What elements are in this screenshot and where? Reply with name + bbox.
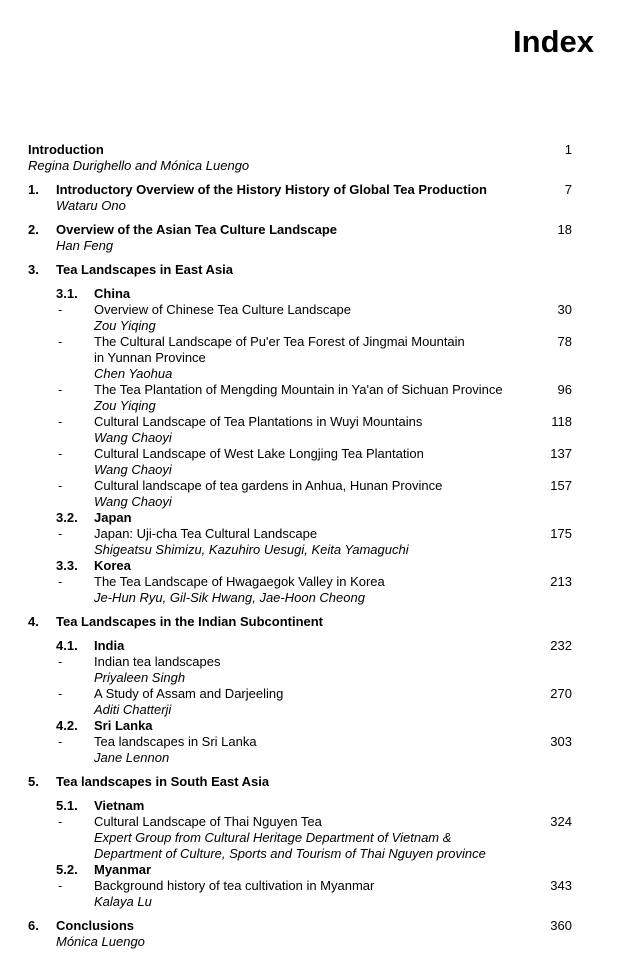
entry-authors: Zou Yiqing xyxy=(94,398,156,413)
entry-authors: Wang Chaoyi xyxy=(94,430,172,445)
chapter-title: Conclusions xyxy=(56,918,135,933)
entry-title: Cultural landscape of tea gardens in Anhua, Hunan Province xyxy=(94,478,443,493)
entry-title-line xyxy=(0,382,620,398)
list-bullet: - xyxy=(58,878,63,893)
section-heading xyxy=(0,286,620,302)
list-bullet: - xyxy=(58,302,63,317)
page-number: 1 xyxy=(564,142,572,157)
entry-authors-line xyxy=(0,462,620,478)
entry-authors: Expert Group from Cultural Heritage Department of Vietnam & xyxy=(94,830,452,845)
entry-authors-line xyxy=(0,830,620,846)
chapter-title: Tea Landscapes in the Indian Subcontinent xyxy=(56,614,324,629)
entry-authors-cont-line xyxy=(0,846,620,862)
chapter-heading xyxy=(0,262,620,278)
chapter-number: 4. xyxy=(28,614,39,629)
page-number: 137 xyxy=(550,446,572,461)
chapter-authors-line xyxy=(0,198,620,214)
entry-title: Background history of tea cultivation in Myanmar xyxy=(94,878,375,893)
entry-title-line xyxy=(0,686,620,702)
entry-title-line xyxy=(0,302,620,318)
section-heading xyxy=(0,862,620,878)
entry-authors: Aditi Chatterji xyxy=(94,702,172,717)
intro-title: Introduction xyxy=(28,142,104,157)
chapter-heading xyxy=(0,918,620,934)
chapter-authors: Han Feng xyxy=(56,238,114,253)
entry-authors-line xyxy=(0,750,620,766)
page-number: 324 xyxy=(550,814,572,829)
section-number: 3.3. xyxy=(56,558,78,573)
entry-authors-line xyxy=(0,398,620,414)
list-bullet: - xyxy=(58,446,63,461)
entry-authors-line xyxy=(0,670,620,686)
list-bullet: - xyxy=(58,654,63,669)
entry-title-line xyxy=(0,526,620,542)
page-number: 360 xyxy=(550,918,572,933)
entry-title: Cultural Landscape of Thai Nguyen Tea xyxy=(94,814,322,829)
entry-authors: Je-Hun Ryu, Gil-Sik Hwang, Jae-Hoon Cheong xyxy=(94,590,365,605)
entry-title: The Cultural Landscape of Pu'er Tea Forest of Jingmai Mountain xyxy=(94,334,465,349)
page-number: 7 xyxy=(564,182,572,197)
intro-authors-line xyxy=(0,158,620,174)
entry-authors-line xyxy=(0,494,620,510)
entry-authors: Wang Chaoyi xyxy=(94,494,172,509)
intro-authors: Regina Durighello and Mónica Luengo xyxy=(28,158,250,173)
entry-authors: Chen Yaohua xyxy=(94,366,173,381)
entry-title-line xyxy=(0,478,620,494)
page-number: 118 xyxy=(551,414,572,429)
chapter-number: 1. xyxy=(28,182,39,197)
chapter-title: Tea Landscapes in East Asia xyxy=(56,262,234,277)
entry-title-line xyxy=(0,654,620,670)
page-number: 96 xyxy=(557,382,572,397)
section-title: Myanmar xyxy=(94,862,152,877)
entry-title-line xyxy=(0,446,620,462)
list-bullet: - xyxy=(58,478,63,493)
entry-authors-line xyxy=(0,702,620,718)
page-number: 232 xyxy=(550,638,572,653)
section-number: 5.2. xyxy=(56,862,78,877)
section-title: Korea xyxy=(94,558,131,573)
page-number: 30 xyxy=(557,302,572,317)
entry-authors: Kalaya Lu xyxy=(94,894,152,909)
section-title: Sri Lanka xyxy=(94,718,153,733)
entry-title-line xyxy=(0,878,620,894)
entry-authors-line xyxy=(0,894,620,910)
entry-title-line xyxy=(0,574,620,590)
entry-authors: Jane Lennon xyxy=(94,750,170,765)
chapter-number: 2. xyxy=(28,222,39,237)
chapter-heading xyxy=(0,182,620,198)
section-heading xyxy=(0,558,620,574)
section-heading xyxy=(0,638,620,654)
page-number: 175 xyxy=(550,526,572,541)
section-number: 5.1. xyxy=(56,798,78,813)
entry-title: Indian tea landscapes xyxy=(94,654,221,669)
list-bullet: - xyxy=(58,382,63,397)
list-bullet: - xyxy=(58,574,63,589)
chapter-authors: Wataru Ono xyxy=(56,198,126,213)
entry-title-line xyxy=(0,334,620,350)
entry-title-line xyxy=(0,814,620,830)
entry-title: The Tea Plantation of Mengding Mountain in Ya'an of Sichuan Province xyxy=(94,382,503,397)
chapter-number: 6. xyxy=(28,918,39,933)
entry-title: A Study of Assam and Darjeeling xyxy=(94,686,284,701)
entry-authors-line xyxy=(0,590,620,606)
entry-title: Overview of Chinese Tea Culture Landscape xyxy=(94,302,352,317)
entry-authors-line xyxy=(0,430,620,446)
entry-authors-line xyxy=(0,366,620,382)
entry-authors-line xyxy=(0,318,620,334)
section-heading xyxy=(0,798,620,814)
section-heading xyxy=(0,718,620,734)
list-bullet: - xyxy=(58,734,63,749)
chapter-title: Tea landscapes in South East Asia xyxy=(56,774,270,789)
entry-title: Japan: Uji-cha Tea Cultural Landscape xyxy=(94,526,318,541)
chapter-title: Introductory Overview of the History History of Global Tea Production xyxy=(56,182,487,197)
page-number: 270 xyxy=(550,686,572,701)
list-bullet: - xyxy=(58,526,63,541)
section-title: China xyxy=(94,286,131,301)
chapter-authors-line xyxy=(0,934,620,950)
page-number: 18 xyxy=(557,222,572,237)
page-title: Index xyxy=(513,24,594,59)
list-bullet: - xyxy=(58,334,63,349)
section-heading xyxy=(0,510,620,526)
entry-authors: Priyaleen Singh xyxy=(94,670,186,685)
page-number: 213 xyxy=(550,574,572,589)
chapter-authors-line xyxy=(0,238,620,254)
section-title: Japan xyxy=(94,510,132,525)
entry-authors: Wang Chaoyi xyxy=(94,462,172,477)
list-bullet: - xyxy=(58,686,63,701)
section-number: 3.1. xyxy=(56,286,78,301)
entry-authors: Shigeatsu Shimizu, Kazuhiro Uesugi, Keita Yamaguchi xyxy=(94,542,409,557)
page-number: 303 xyxy=(550,734,572,749)
entry-title-line xyxy=(0,734,620,750)
section-title: India xyxy=(94,638,125,653)
chapter-heading xyxy=(0,774,620,790)
entry-title-cont: in Yunnan Province xyxy=(94,350,206,365)
chapter-authors: Mónica Luengo xyxy=(56,934,145,949)
entry-title: Cultural Landscape of West Lake Longjing Tea Plantation xyxy=(94,446,424,461)
chapter-number: 5. xyxy=(28,774,39,789)
chapter-heading xyxy=(0,614,620,630)
page-number: 343 xyxy=(550,878,572,893)
chapter-heading xyxy=(0,222,620,238)
entry-authors: Zou Yiqing xyxy=(94,318,156,333)
list-bullet: - xyxy=(58,814,63,829)
chapter-title: Overview of the Asian Tea Culture Landscape xyxy=(56,222,338,237)
section-title: Vietnam xyxy=(94,798,145,813)
page-number: 78 xyxy=(557,334,572,349)
entry-title-line xyxy=(0,414,620,430)
intro-title-line xyxy=(0,142,620,158)
entry-authors-line xyxy=(0,542,620,558)
section-number: 4.1. xyxy=(56,638,78,653)
list-bullet: - xyxy=(58,414,63,429)
entry-authors-cont: Department of Culture, Sports and Tourism of Thai Nguyen province xyxy=(94,846,486,861)
entry-title-cont-line xyxy=(0,350,620,366)
section-number: 3.2. xyxy=(56,510,78,525)
entry-title: Cultural Landscape of Tea Plantations in Wuyi Mountains xyxy=(94,414,423,429)
entry-title: Tea landscapes in Sri Lanka xyxy=(94,734,257,749)
entry-title: The Tea Landscape of Hwagaegok Valley in Korea xyxy=(94,574,385,589)
chapter-number: 3. xyxy=(28,262,39,277)
section-number: 4.2. xyxy=(56,718,78,733)
page-number: 157 xyxy=(550,478,572,493)
